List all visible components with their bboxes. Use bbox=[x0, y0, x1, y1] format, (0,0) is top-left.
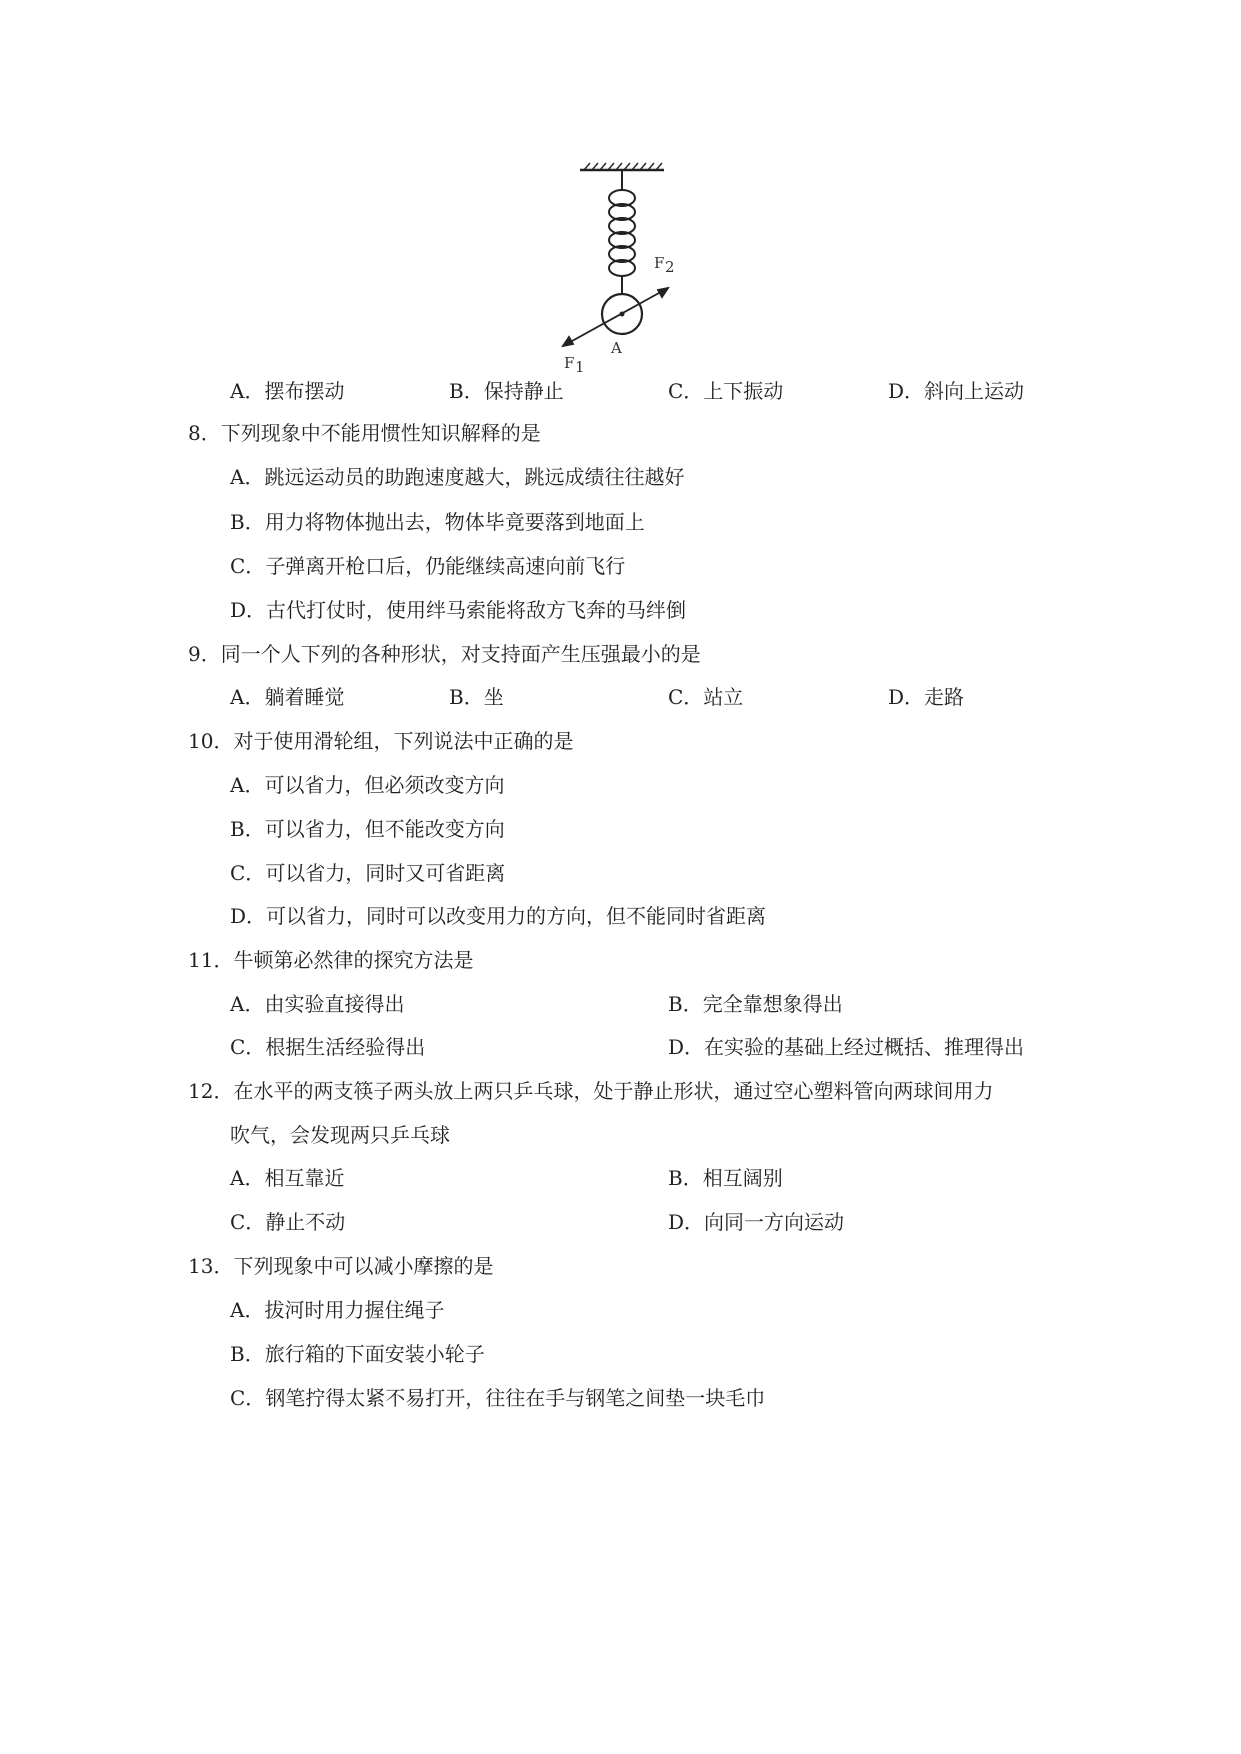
q12-option-b: B．相互阔别 bbox=[668, 1166, 783, 1190]
q13-option-b: B．旅行箱的下面安装小轮子 bbox=[230, 1342, 485, 1366]
q9-option-a: A．躺着睡觉 bbox=[230, 685, 345, 709]
label-a: A bbox=[611, 339, 622, 357]
q13-option-a: A．拔河时用力握住绳子 bbox=[230, 1298, 445, 1322]
spring bbox=[609, 190, 635, 294]
q12-option-c: C．静止不动 bbox=[230, 1210, 346, 1234]
q13-option-c: C．钢笔拧得太紧不易打开，往往在手与钢笔之间垫一块毛巾 bbox=[230, 1386, 766, 1410]
q8-option-a: A．跳远运动员的助跑速度越大，跳远成绩往往越好 bbox=[230, 465, 685, 489]
spring-ball-diagram bbox=[560, 160, 680, 410]
q9-option-b: B．坐 bbox=[449, 685, 504, 709]
label-f2: F bbox=[654, 254, 665, 272]
q10-option-d: D．可以省力，同时可以改变用力的方向，但不能同时省距离 bbox=[230, 904, 767, 928]
q11-option-c: C．根据生活经验得出 bbox=[230, 1035, 426, 1059]
q12-option-a: A．相互靠近 bbox=[230, 1166, 345, 1190]
q12-option-d: D．向同一方向运动 bbox=[668, 1210, 845, 1234]
q10-option-a: A．可以省力，但必须改变方向 bbox=[230, 773, 505, 797]
label-f2-sub: 2 bbox=[665, 258, 675, 276]
q11-stem: 11．牛顿第必然律的探究方法是 bbox=[188, 948, 474, 972]
force-line bbox=[563, 288, 668, 346]
q10-option-c: C．可以省力，同时又可省距离 bbox=[230, 861, 506, 885]
q9-option-c: C．站立 bbox=[668, 685, 744, 709]
q7-option-a: A．摆布摆动 bbox=[230, 379, 345, 403]
q11-option-d: D．在实验的基础上经过概括、推理得出 bbox=[668, 1035, 1025, 1059]
q8-option-d: D．古代打仗时，使用绊马索能将敌方飞奔的马绊倒 bbox=[230, 598, 687, 622]
q8-stem: 8．下列现象中不能用惯性知识解释的是 bbox=[188, 421, 541, 445]
q7-option-b: B．保持静止 bbox=[449, 379, 564, 403]
q10-option-b: B．可以省力，但不能改变方向 bbox=[230, 817, 505, 841]
q12-stem-continued: 吹气，会发现两只乒乓球 bbox=[230, 1123, 450, 1147]
ceiling-support bbox=[580, 163, 664, 190]
q9-stem: 9．同一个人下列的各种形状，对支持面产生压强最小的是 bbox=[188, 642, 701, 666]
q10-stem: 10．对于使用滑轮组，下列说法中正确的是 bbox=[188, 729, 574, 753]
q9-option-d: D．走路 bbox=[888, 685, 965, 709]
q13-stem: 13．下列现象中可以减小摩擦的是 bbox=[188, 1254, 494, 1278]
q8-option-b: B．用力将物体抛出去，物体毕竟要落到地面上 bbox=[230, 510, 645, 534]
label-f1: F bbox=[564, 354, 575, 372]
q11-option-b: B．完全靠想象得出 bbox=[668, 992, 843, 1016]
q7-option-c: C．上下振动 bbox=[668, 379, 784, 403]
label-f1-sub: 1 bbox=[575, 358, 585, 376]
q7-option-d: D．斜向上运动 bbox=[888, 379, 1025, 403]
q11-option-a: A．由实验直接得出 bbox=[230, 992, 405, 1016]
q12-stem: 12．在水平的两支筷子两头放上两只乒乓球，处于静止形状，通过空心塑料管向两球间用力 bbox=[188, 1079, 994, 1103]
q8-option-c: C．子弹离开枪口后，仍能继续高速向前飞行 bbox=[230, 554, 626, 578]
